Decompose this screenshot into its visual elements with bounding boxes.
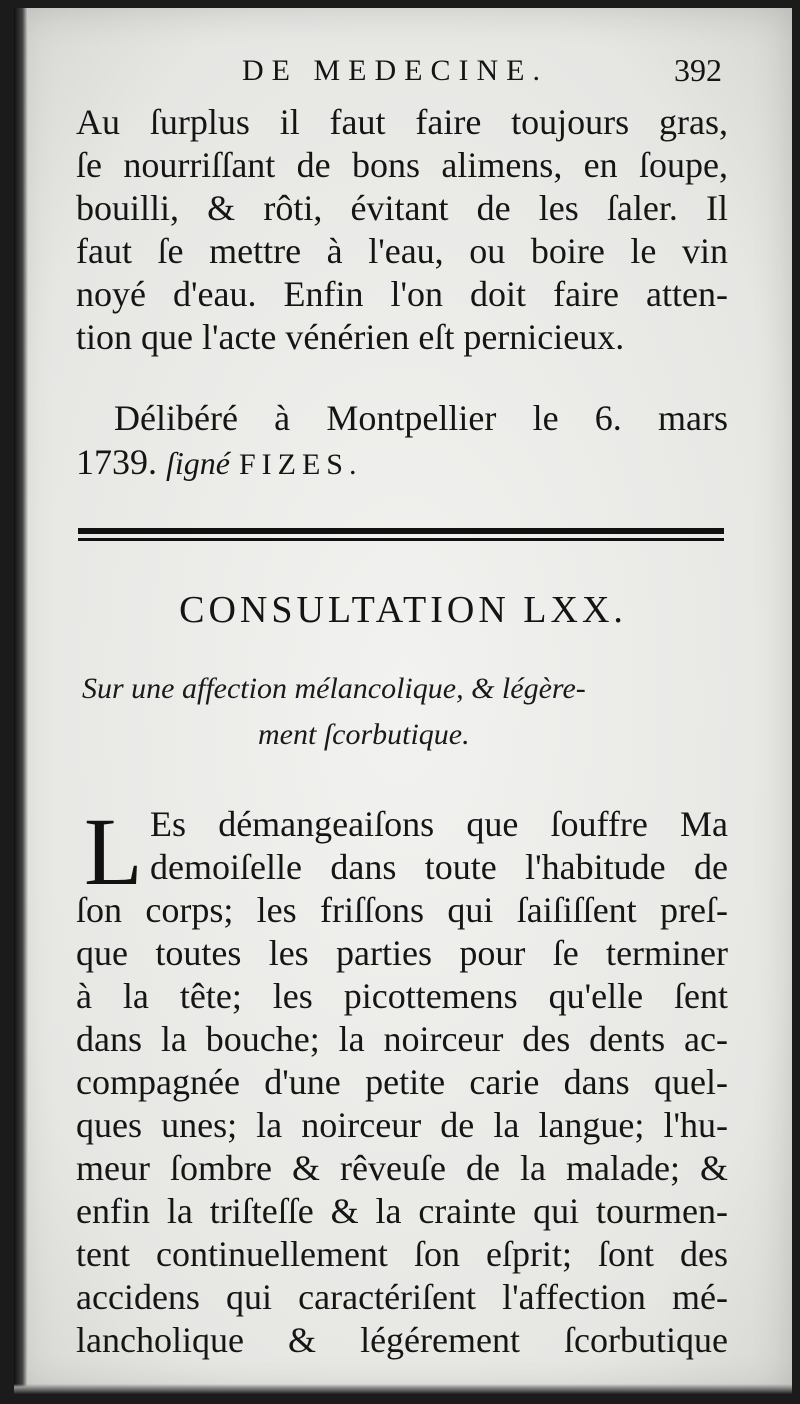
paragraph-1-line: noyé d'eau. Enfin l'on doit faire atten- [76,274,728,314]
paragraph-2-line: enfin la triſteſſe & la crainte qui tourmen- [76,1191,728,1231]
paragraph-2-line: accidens qui caractériſent l'affection mé- [76,1277,728,1317]
page-left-edge-shadow [14,8,28,1394]
signature-year: 1739. [76,442,157,482]
paragraph-1-line: Au ſurplus il faut faire toujours gras, [76,102,728,142]
paragraph-1-line: ſe nourriſſant de bons alimens, en ſoupe, [76,145,728,185]
signature-name-line [76,440,363,487]
page-bottom-edge-shadow [14,1384,792,1394]
paragraph-2-line: que toutes les parties pour ſe terminer [76,933,728,973]
paragraph-2-line: demoiſelle dans toute l'habitude de [150,847,728,887]
paragraph-2-line: compagnée d'une petite carie dans quel- [76,1062,728,1102]
paragraph-2-line: meur ſombre & rêveuſe de la malade; & [76,1148,728,1188]
consultation-subtitle-line-2: ment ſcorbutique. [258,718,470,751]
paragraph-1-line: bouilli, & rôti, évitant de les ſaler. Il [76,188,728,228]
book-page [14,8,792,1394]
page-header [14,48,792,98]
paragraph-2-line: lancholique & légérement ſcorbutique [76,1320,728,1360]
paragraph-2-line: Es démangeaiſons que ſouffre Ma [150,804,728,844]
consultation-subtitle-line-1: Sur une affection mélancolique, & légère- [82,672,586,705]
running-head: DE MEDECINE. [242,54,548,87]
signature-signe: ſigné [166,445,230,481]
consultation-title: CONSULTATION LXX. [179,589,627,631]
page-number: 392 [674,52,722,88]
double-rule-thin [78,538,724,541]
signature-date-line: Délibéré à Montpellier le 6. mars [114,398,728,438]
paragraph-2-line: tent continuellement ſon eſprit; ſont des [76,1234,728,1274]
paragraph-2-line: ſon corps; les friſſons qui ſaiſiſſent preſ- [76,890,728,930]
paragraph-1-line: tion que l'acte vénérien eſt pernicieux. [76,317,625,357]
signature-name: FIZES. [238,448,363,481]
drop-cap: L [84,798,143,905]
double-rule-thick [78,528,724,534]
paragraph-2-line: à la tête; les picottemens qu'elle ſent [76,976,728,1016]
paragraph-1-line: faut ſe mettre à l'eau, ou boire le vin [76,231,728,271]
paragraph-2-line: dans la bouche; la noirceur des dents ac- [76,1019,728,1059]
paragraph-2-line: ques unes; la noirceur de la langue; l'hu- [76,1105,728,1145]
